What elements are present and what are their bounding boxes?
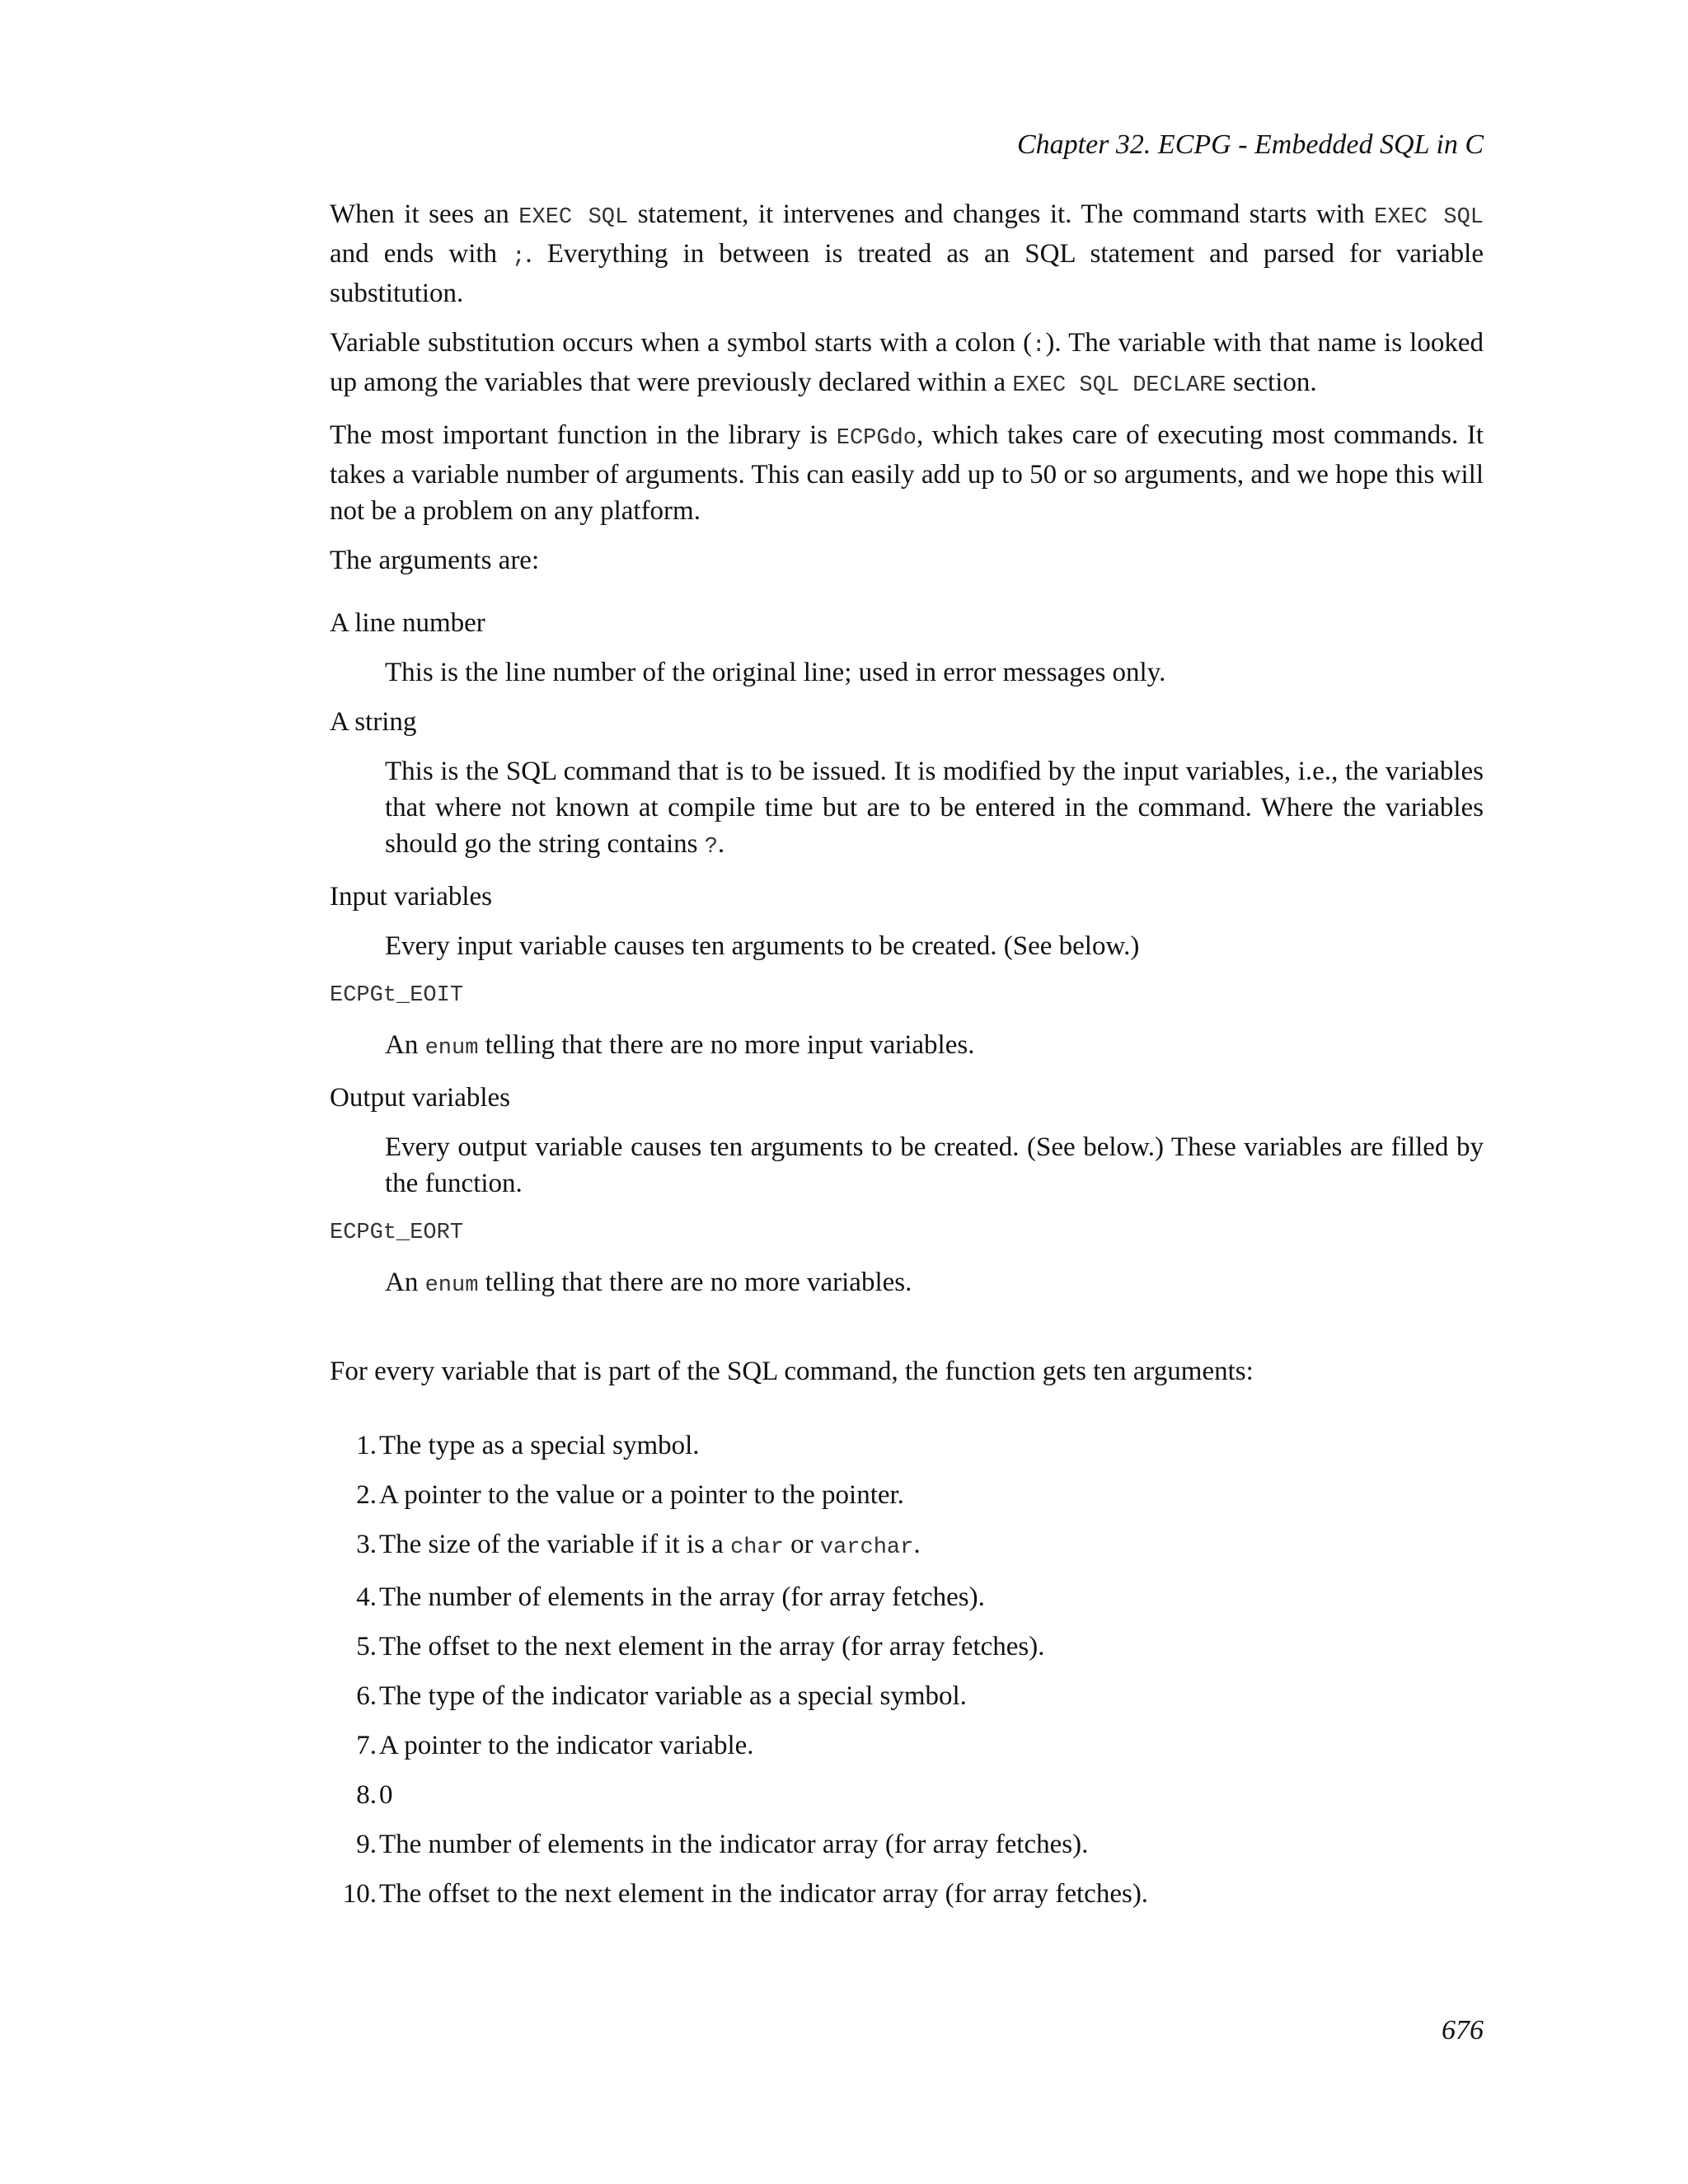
paragraph-ecpgdo: [330, 417, 1484, 529]
list-number: 2.: [356, 1480, 377, 1510]
list-item: [330, 1579, 1484, 1615]
list-item: [330, 1477, 1484, 1513]
paragraph-variable-substitution: [330, 325, 1484, 404]
text-run: Every output variable causes ten arguments to be created. (See below.) These variables are filled by the function.: [385, 1132, 1484, 1198]
list-number: 1.: [356, 1431, 377, 1460]
code-semicolon: ;: [512, 245, 526, 269]
list-text: A pointer to the value or a pointer to the pointer.: [379, 1480, 904, 1510]
page-content: [330, 196, 1484, 1925]
code-exec-sql: EXEC SQL: [1374, 205, 1484, 230]
list-number: 5.: [356, 1632, 377, 1661]
text-run: , which takes care of executing most commands. It takes a variable number of arguments. This can easily add up to 50 or so arguments, and we hope this will not be a problem on any platform.: [330, 420, 1484, 526]
document-page: [330, 0, 1484, 2184]
list-item: [330, 1876, 1484, 1912]
code-question-mark: ?: [704, 835, 718, 860]
arguments-variable-list: [330, 605, 1484, 1304]
list-text: The offset to the next element in the array (for array fetches).: [379, 1632, 1045, 1661]
chapter-header: Chapter 32. ECPG - Embedded SQL in C: [1016, 129, 1484, 160]
list-text: .: [913, 1530, 921, 1559]
list-number: 3.: [356, 1530, 377, 1559]
text-run: Variable substitution occurs when a symbol starts with a colon (: [330, 328, 1033, 358]
list-number: 6.: [356, 1681, 377, 1711]
list-number: 10.: [342, 1879, 377, 1909]
list-text: A pointer to the indicator variable.: [379, 1731, 754, 1760]
definition-input-variables: [385, 928, 1484, 964]
list-text: The type as a special symbol.: [379, 1431, 700, 1460]
text-run: An: [385, 1268, 425, 1297]
code-exec-sql: EXEC SQL: [518, 205, 629, 230]
list-text: The offset to the next element in the indicator array (for array fetches).: [379, 1879, 1149, 1909]
list-item: [330, 1777, 1484, 1813]
page-number: 676: [1442, 2015, 1484, 2046]
term-output-variables: Output variables: [330, 1083, 511, 1113]
list-item: [330, 1427, 1484, 1464]
code-varchar: varchar: [819, 1535, 914, 1560]
code-char: char: [730, 1535, 784, 1560]
text-run: . Everything in between is treated as an SQL statement and parsed for variable substitution.: [330, 239, 1484, 308]
term-string: A string: [330, 707, 417, 737]
text-run: Every input variable causes ten arguments to be created. (See below.): [385, 931, 1140, 961]
term-input-variables: Input variables: [330, 882, 493, 912]
list-number: 8.: [356, 1780, 377, 1810]
list-text: 0: [379, 1780, 393, 1810]
definition-ecpgt-eort: [385, 1264, 1484, 1304]
code-enum: enum: [424, 1273, 479, 1298]
text-run: telling that there are no more input variables.: [478, 1030, 975, 1060]
list-item: [330, 1727, 1484, 1764]
list-text: or: [783, 1530, 820, 1559]
text-run: This is the SQL command that is to be issued. It is modified by the input variables, i.e., the variables that where not known at compile time but are to be entered in the command. Where the variables should go the string contains: [385, 757, 1484, 859]
text-run: section.: [1226, 368, 1317, 397]
list-item: [330, 1629, 1484, 1665]
code-exec-sql-declare: EXEC SQL DECLARE: [1012, 373, 1226, 398]
paragraph-exec-sql: [330, 196, 1484, 312]
definition-output-variables: [385, 1129, 1484, 1202]
code-enum: enum: [424, 1036, 479, 1061]
list-number: 4.: [356, 1582, 377, 1612]
list-item: [330, 1526, 1484, 1566]
definition-ecpgt-eoit: [385, 1027, 1484, 1066]
text-run: telling that there are no more variables.: [478, 1268, 912, 1297]
code-colon: :: [1032, 334, 1046, 359]
paragraph-arguments-intro: The arguments are:: [330, 546, 540, 575]
list-number: 9.: [356, 1830, 377, 1859]
code-ecpgdo: ECPGdo: [836, 426, 917, 451]
text-run: .: [717, 829, 725, 859]
term-ecpgt-eort: ECPGt_EORT: [330, 1221, 464, 1245]
list-number: 7.: [356, 1731, 377, 1760]
list-text: The number of elements in the indicator array (for array fetches).: [379, 1830, 1089, 1859]
text-run: ). The variable with that name is looked up among the variables that were previously declared within a: [330, 328, 1484, 397]
list-item: [330, 1826, 1484, 1863]
term-line-number: A line number: [330, 608, 485, 638]
list-text: The number of elements in the array (for array fetches).: [379, 1582, 985, 1612]
list-text: The type of the indicator variable as a special symbol.: [379, 1681, 967, 1711]
list-item: [330, 1678, 1484, 1714]
definition-string: [385, 753, 1484, 865]
definition-line-number: [385, 654, 1484, 691]
paragraph-ten-arguments: For every variable that is part of the SQL command, the function gets ten arguments:: [330, 1357, 1254, 1386]
term-ecpgt-eoit: ECPGt_EOIT: [330, 983, 464, 1008]
list-text: The size of the variable if it is a: [379, 1530, 731, 1559]
variable-arguments-list: [330, 1427, 1484, 1912]
text-run: The most important function in the library is: [330, 420, 837, 450]
text-run: An: [385, 1030, 425, 1060]
text-run: This is the line number of the original line; used in error messages only.: [385, 658, 1166, 687]
text-run: and ends with: [330, 239, 513, 269]
text-run: statement, it intervenes and changes it. The command starts with: [628, 199, 1375, 229]
text-run: When it sees an: [330, 199, 519, 229]
